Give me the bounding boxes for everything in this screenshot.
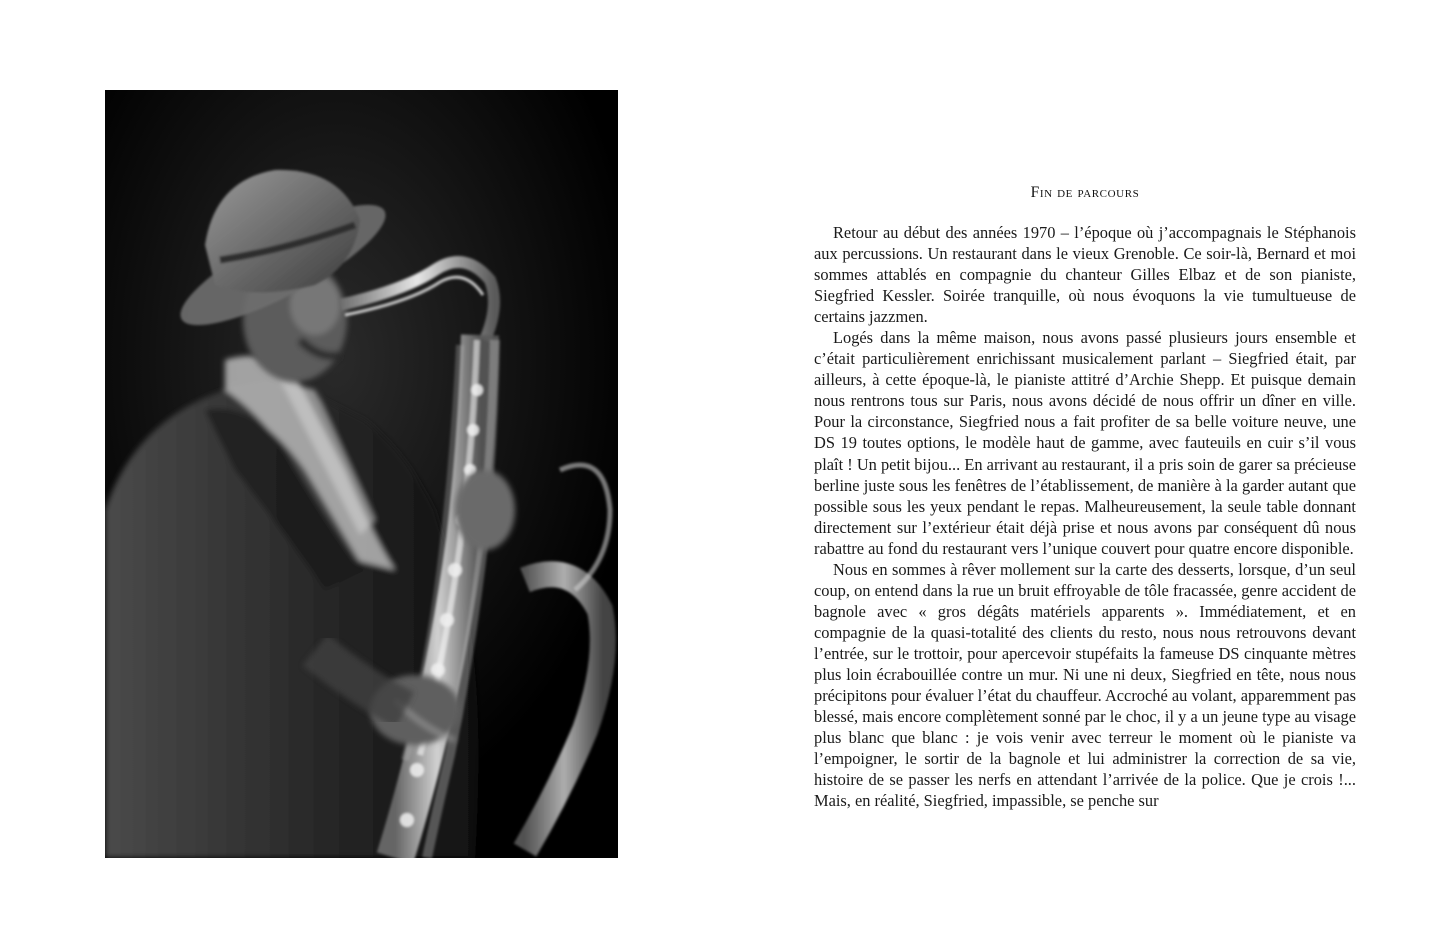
paragraph-2: Logés dans la même maison, nous avons passé plusieurs jours ensemble et c’était particulièrement enrichissant musicalement parlant – Siegfried était, par ailleurs, à cette époque-là, le pianiste attitré d’Archie Shepp. Et puisque demain nous rentrons tous sur Paris, nous avons décidé de nous offrir un dîner en ville. Pour la circonstance, Siegfried nous a fait profiter de sa belle voiture neuve, une DS 19 toutes options, le modèle haut de gamme, avec fauteuils en cuir s’il vous plaît ! Un petit bijou... En arrivant au restaurant, il a pris soin de garer sa précieuse berline juste sous les fenêtres de l’établissement, de manière à la garder autant que possible sous les yeux pendant le repas. Malheureusement, la seule table donnant directement sur l’extérieur était déjà prise et nous avons par conséquent dû nous rabattre au fond du restaurant vers l’unique couvert pour quatre encore disponible. (814, 328, 1356, 558)
text-page (814, 180, 1356, 811)
saxophonist-illustration (105, 90, 618, 858)
paragraph-1: Retour au début des années 1970 – l’époque où j’accompagnais le Stéphanois aux percussions. Un restaurant dans le vieux Grenoble. Ce soir-là, Bernard et moi sommes attablés en compagnie du chanteur Gilles Elbaz et de son pianiste, Siegfried Kessler. Soirée tranquille, où nous évoquons la vie tumultueuse de certains jazzmen. (814, 223, 1356, 327)
paragraph-3: Nous en sommes à rêver mollement sur la carte des desserts, lorsque, d’un seul coup, on entend dans la rue un bruit effroyable de tôle fracassée, genre accident de bagnole avec « gros dégâts matériels apparents ». Immédiatement, et en compagnie de la quasi-totalité des clients du resto, nous nous retrouvons devant l’entrée, sur le trottoir, pour apercevoir stupéfaits la fameuse DS cinquante mètres plus loin écrabouillée contre un mur. Ni une ni deux, Siegfried en tête, nous nous précipitons pour évaluer l’état du chauffeur. Accroché au volant, apparemment pas blessé, mais encore complètement sonné par le choc, il y a un jeune type au visage plus blanc que blanc : je vois venir avec terreur le moment où le pianiste va l’empoigner, le sortir de la bagnole et lui administrer la correction de sa vie, histoire de se passer les nerfs en attendant l’arrivée de la police. Que je crois !... Mais, en réalité, Siegfried, impassible, se penche sur (814, 559, 1356, 811)
chapter-title: Fin de parcours (1030, 184, 1140, 201)
saxophonist-photo (105, 90, 618, 858)
